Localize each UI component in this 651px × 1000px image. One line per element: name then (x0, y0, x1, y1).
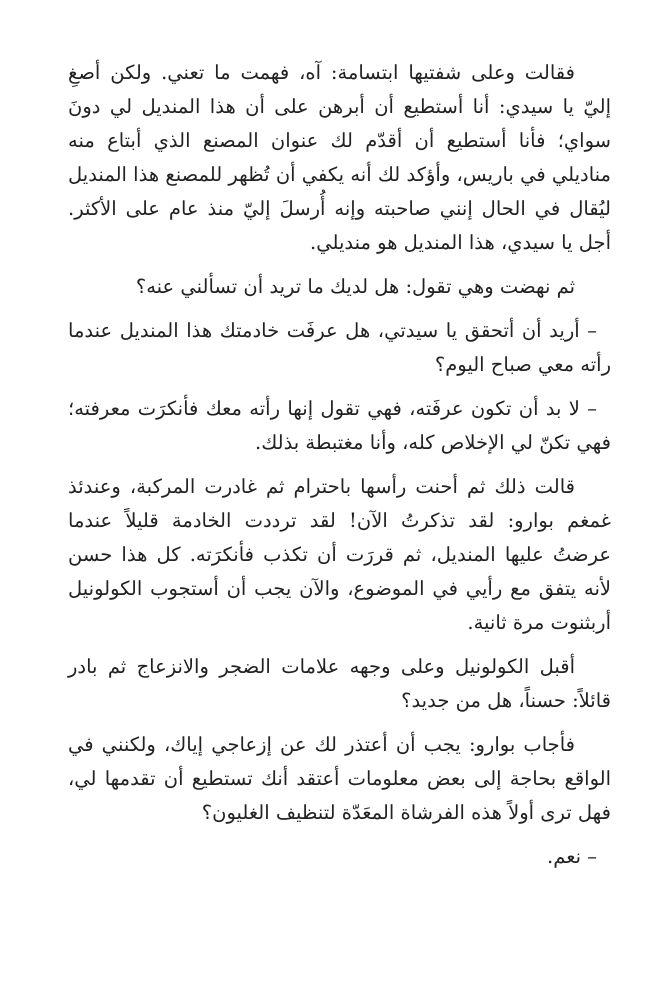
paragraph-5: قالت ذلك ثم أحنت رأسها باحترام ثم غادرت المركبة، وعندئذ غمغم بوارو: لقد تذكرتُ الآن! لقد ترددت الخادمة قليلاً عندما عرضتُ عليها المنديل، ثم قررَت أن تكذب فأنكرَته. كل هذا حسن لأنه يتفق مع رأيي في الموضوع، والآن يجب أن أستجوب الكولونيل أربثنوت مرة ثانية. (68, 475, 611, 634)
paragraph-6: أقبل الكولونيل وعلى وجهه علامات الضجر والانزعاج ثم بادر قائلاً: حسناً، هل من جديد؟ (68, 655, 611, 712)
paragraph-3-dialogue: – أريد أن أتحقق يا سيدتي، هل عرفَت خادمتك هذا المنديل عندما رأته معي صباح اليوم؟ (68, 319, 611, 376)
paragraph-1: فقالت وعلى شفتيها ابتسامة: آه، فهمت ما تعني. ولكن أصغِ إليّ يا سيدي: أنا أستطيع أن أبرهن على أن هذا المنديل لي دونَ سواي؛ فأنا أستطيع أن أقدّم لك عنوان المصنع الذي أبتاع منه مناديلي في باريس، وأؤكد لك أنه يكفي أن تُظهر للمصنع هذا المنديل ليُقال في الحال إنني صاحبته وإنه أُرسلَ إليّ منذ عام على الأكثر. أجل يا سيدي، هذا المنديل هو منديلي. (68, 61, 611, 254)
paragraph-7: فأجاب بوارو: يجب أن أعتذر لك عن إزعاجي إياك، ولكنني في الواقع بحاجة إلى بعض معلومات أعتقد أنك تستطيع أن تقدمها لي، فهل ترى أولاً هذه الفرشاة المعَدّة لتنظيف الغليون؟ (68, 733, 611, 824)
book-page (68, 56, 611, 1000)
paragraph-4-dialogue: – لا بد أن تكون عرفَته، فهي تقول إنها رأته معك فأنكرَت معرفته؛ فهي تكنّ لي الإخلاص كله، وأنا مغتبطة بذلك. (68, 397, 611, 454)
paragraph-8-dialogue: – نعم. (547, 845, 597, 868)
paragraph-2: ثم نهضت وهي تقول: هل لديك ما تريد أن تسألني عنه؟ (135, 275, 575, 298)
